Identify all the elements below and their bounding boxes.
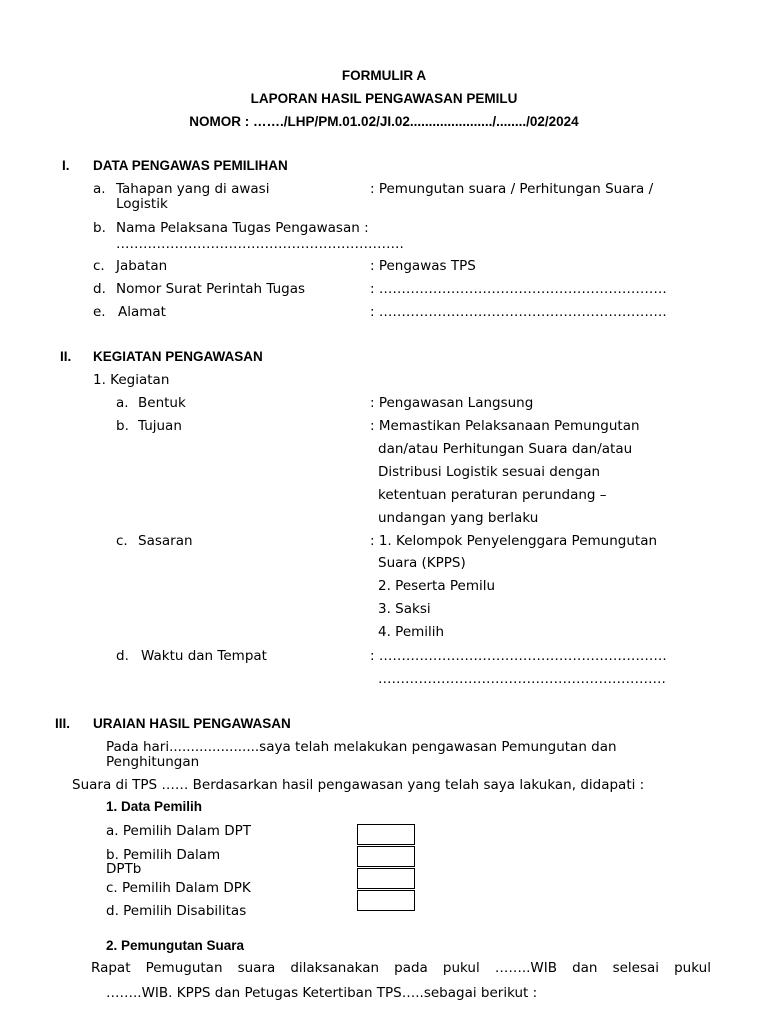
item-a-label: Tahapan yang di awasi (116, 181, 270, 197)
bentuk-value: : Pengawasan Langsung (370, 395, 534, 411)
rapat-word: dan (572, 960, 598, 976)
item-b-value: ………………………………………………………. (116, 236, 404, 252)
voter-count-box-dptb[interactable] (357, 846, 415, 867)
voter-count-box-disabilitas[interactable] (357, 890, 415, 911)
bentuk-letter: a. (116, 395, 129, 411)
tujuan-line: dan/atau Perhitungan Suara dan/atau (378, 441, 633, 457)
voter-label: c. Pemilih Dalam DPK (106, 880, 251, 896)
report-title: LAPORAN HASIL PENGAWASAN PEMILU (250, 91, 518, 106)
item-b-letter: b. (93, 220, 106, 236)
rapat-line-2: ……..WIB. KPPS dan Petugas Ketertiban TPS…..sebagai berikut : (106, 985, 538, 1001)
item-c-label: Jabatan (116, 258, 168, 274)
section-3-title: URAIAN HASIL PENGAWASAN (93, 716, 291, 731)
sasaran-line: 2. Peserta Pemilu (378, 578, 496, 594)
item-a-letter: a. (93, 181, 106, 197)
waktu-label: Waktu dan Tempat (141, 648, 267, 664)
tujuan-line: undangan yang berlaku (378, 510, 539, 526)
tujuan-label: Tujuan (138, 418, 182, 434)
form-title: FORMULIR A (341, 68, 427, 83)
rapat-word: suara (237, 960, 276, 976)
kegiatan-heading: 1. Kegiatan (93, 372, 170, 388)
item-e-letter: e. (93, 304, 106, 320)
rapat-word: pada (394, 960, 428, 976)
rapat-word: Pemugutan (145, 960, 223, 976)
waktu-letter: d. (116, 648, 129, 664)
rapat-line-1 (91, 960, 711, 976)
tujuan-line: : Memastikan Pelaksanaan Pemungutan (370, 418, 640, 434)
item-a-label-cont: Logistik (116, 196, 168, 212)
rapat-word: pukul (442, 960, 480, 976)
item-d-value: : ………………………………………………………. (370, 281, 667, 297)
rapat-word: ……..WIB (494, 960, 558, 976)
tujuan-line: ketentuan peraturan perundang – (378, 487, 607, 503)
sasaran-letter: c. (116, 533, 128, 549)
bentuk-label: Bentuk (138, 395, 186, 411)
section-1-title: DATA PENGAWAS PEMILIHAN (93, 158, 288, 173)
section-2-title: KEGIATAN PENGAWASAN (93, 349, 263, 364)
section-2-number: II. (60, 349, 72, 364)
rapat-word: selesai (612, 960, 660, 976)
voter-label: a. Pemilih Dalam DPT (106, 823, 251, 839)
rapat-word: pukul (674, 960, 711, 976)
voter-label: b. Pemilih Dalam (106, 847, 221, 863)
sasaran-line: : 1. Kelompok Penyelenggara Pemungutan (370, 533, 658, 549)
waktu-line: ………………………………………………………. (378, 671, 666, 687)
voter-count-box-dpt[interactable] (357, 824, 415, 845)
report-number: NOMOR : ……./LHP/PM.01.02/JI.02....................../......../02/2024 (189, 114, 579, 129)
section-1-number: I. (62, 158, 70, 173)
item-e-value: : ………………………………………………………. (370, 304, 667, 320)
voter-count-box-dpk[interactable] (357, 868, 415, 889)
item-e-label: Alamat (118, 304, 166, 320)
sasaran-line: 3. Saksi (378, 601, 431, 617)
pemungutan-heading: 2. Pemungutan Suara (106, 938, 245, 953)
paragraph-line: Pada hari.....................saya telah melakukan pengawasan Pemungutan dan (106, 739, 617, 755)
paragraph-line: Penghitungan (106, 754, 200, 770)
data-pemilih-heading: 1. Data Pemilih (106, 799, 203, 814)
item-d-label: Nomor Surat Perintah Tugas (116, 281, 306, 297)
voter-label: DPTb (106, 861, 142, 877)
item-b-label: Nama Pelaksana Tugas Pengawasan : (116, 220, 369, 236)
section-3-number: III. (55, 716, 71, 731)
rapat-word: dilaksanakan (290, 960, 380, 976)
tujuan-line: Distribusi Logistik sesuai dengan (378, 464, 601, 480)
paragraph-line: Suara di TPS …… Berdasarkan hasil pengawasan yang telah saya lakukan, didapati : (72, 777, 645, 793)
voter-label: d. Pemilih Disabilitas (106, 903, 247, 919)
sasaran-line: 4. Pemilih (378, 624, 445, 640)
sasaran-line: Suara (KPPS) (378, 555, 466, 571)
sasaran-label: Sasaran (138, 533, 193, 549)
item-c-value: : Pengawas TPS (370, 258, 476, 274)
waktu-line: : ………………………………………………………. (370, 648, 667, 664)
tujuan-letter: b. (116, 418, 129, 434)
item-c-letter: c. (93, 258, 105, 274)
item-d-letter: d. (93, 281, 106, 297)
item-a-value: : Pemungutan suara / Perhitungan Suara / (370, 181, 654, 197)
rapat-word: Rapat (91, 960, 131, 976)
